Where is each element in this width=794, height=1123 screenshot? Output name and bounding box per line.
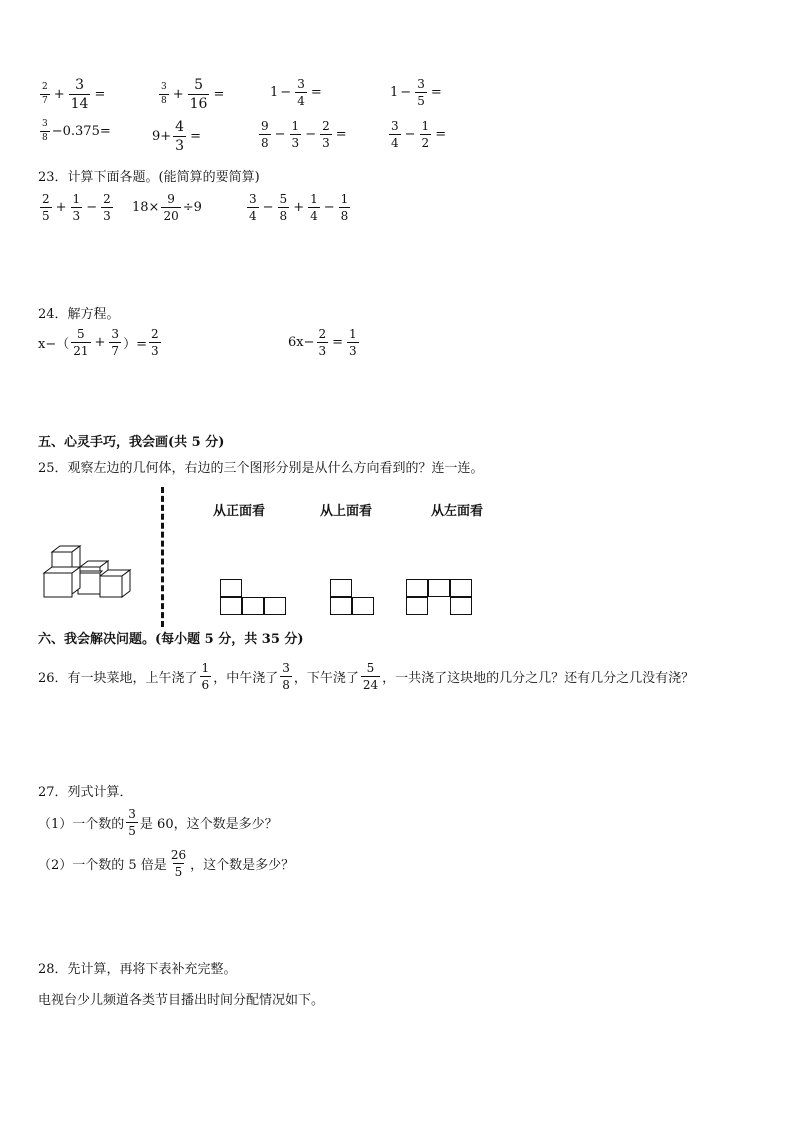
q23-expr-2: 18× $\frac{9}{20}$ ÷9 bbox=[132, 192, 202, 223]
q23-title: 23．计算下面各题。(能简算的要简算) bbox=[38, 170, 260, 185]
label-top-view: 从上面看 bbox=[320, 504, 373, 519]
expr-row1-1: $\frac{2}{7}$ + $\frac{3}{14}$ = bbox=[42, 77, 106, 112]
label-front-view: 从正面看 bbox=[213, 504, 266, 519]
divider-dashed bbox=[161, 487, 164, 627]
q28-title: 28．先计算，再将下表补充完整。 bbox=[38, 962, 237, 977]
q27-part-2: （2）一个数的 5 倍是 $\frac{26}{5}$ ，这个数是多少？ bbox=[38, 848, 295, 879]
expr-row2-2: 9+ $\frac{4}{3}$ = bbox=[152, 119, 201, 154]
cube-solid-figure bbox=[40, 540, 145, 605]
q24-equation-1: x−（ $\frac{5}{21}$ + $\frac{3}{7}$ ）= $\frac{2}{3}$ bbox=[38, 327, 159, 358]
label-left-view: 从左面看 bbox=[431, 504, 484, 519]
q27-title: 27．列式计算． bbox=[38, 785, 133, 800]
section-5-title: 五、心灵手巧，我会画(共 5 分) bbox=[38, 435, 225, 450]
expr-row2-3: $\frac{9}{8}$ − $\frac{1}{3}$ − $\frac{2}{3}$ = bbox=[261, 119, 347, 150]
expr-row1-4: 1 − $\frac{3}{5}$ = bbox=[390, 77, 442, 108]
q24-equation-2: 6x− $\frac{2}{3}$ = $\frac{1}{3}$ bbox=[288, 327, 357, 358]
q27-part-1: （1）一个数的 $\frac{3}{5}$ 是 60，这个数是多少？ bbox=[38, 807, 278, 838]
expr-row2-4: $\frac{3}{4}$ − $\frac{1}{2}$ = bbox=[391, 119, 447, 150]
q23-expr-1: $\frac{2}{5}$ + $\frac{1}{3}$ − $\frac{2}{3}$ bbox=[42, 192, 111, 223]
expr-row2-1: $\frac{3}{8}$ −0.375= bbox=[42, 119, 111, 143]
section-6-title: 六、我会解决问题。(每小题 5 分，共 35 分) bbox=[38, 632, 304, 647]
q24-title: 24．解方程。 bbox=[38, 307, 120, 322]
expr-row1-2: $\frac{3}{8}$ + $\frac{5}{16}$ = bbox=[161, 77, 225, 112]
q25-title: 25．观察左边的几何体，右边的三个图形分别是从什么方向看到的？连一连。 bbox=[38, 461, 484, 476]
q26-text: 26．有一块菜地，上午浇了 $\frac{1}{6}$ ，中午浇了 $\frac{3}{8}$ ，下午浇了 $\frac{5}{24}$ ，一共浇了这块地的几分之几？还有几分之几没有浇？ bbox=[38, 661, 695, 692]
expr-row1-3: 1 − $\frac{3}{4}$ = bbox=[270, 77, 322, 108]
q23-expr-3: $\frac{3}{4}$ − $\frac{5}{8}$ + $\frac{1}{4}$ − $\frac{1}{8}$ bbox=[249, 192, 349, 223]
q28-subtitle: 电视台少儿频道各类节目播出时间分配情况如下。 bbox=[38, 993, 325, 1008]
